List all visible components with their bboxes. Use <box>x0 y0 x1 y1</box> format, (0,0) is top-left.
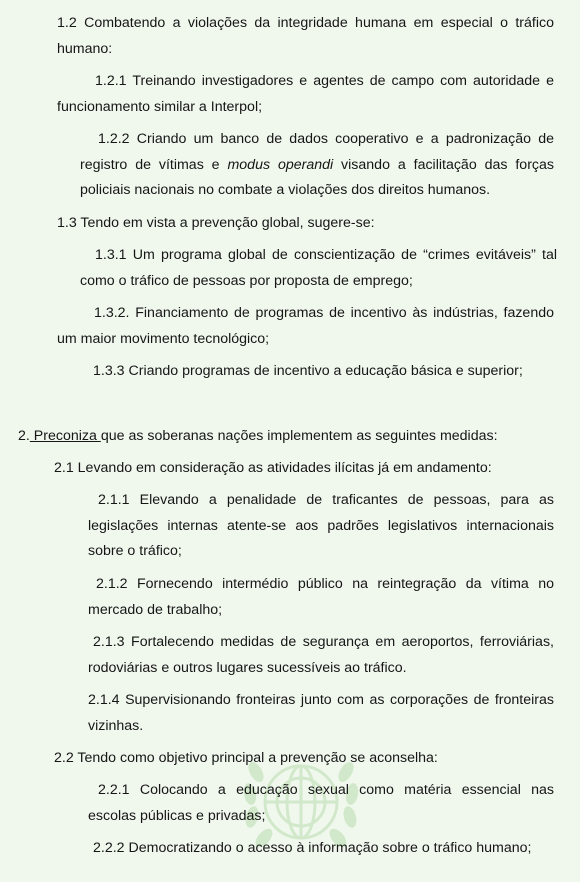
item-2-1: 2.1 Levando em consideração as atividades ilícitas já em andamento: <box>54 460 492 476</box>
item-1-2-2-text-end: visando a facilitação das forças policiais nacionais no combate a violações dos direitos humanos. <box>80 156 554 198</box>
item-1-2-2-text: 1.2.2 Criando um banco de dados cooperativo e a padronização de registro de vítimas e <box>80 131 554 173</box>
item-1-2-2 <box>80 127 554 204</box>
item-2-1-2: 2.1.2 Fornecendo intermédio público na reintegração da vítima no mercado de trabalho; <box>88 576 554 618</box>
item-1-3-2: 1.3.2. Financiamento de programas de incentivo às indústrias, fazendo um maior movimento tecnológico; <box>57 305 554 347</box>
item-2-1-4: 2.1.4 Supervisionando fronteiras junto com as corporações de fronteiras vizinhas. <box>88 692 554 734</box>
item-2 <box>18 424 498 450</box>
item-2-1-1: 2.1.1 Elevando a penalidade de traficantes de pessoas, para as legislações internas atente-se aos padrões legislativos internacionais sobre o tráfico; <box>88 492 554 559</box>
item-2-text: que as soberanas nações implementem as seguintes medidas: <box>100 428 498 444</box>
item-2-2-1: 2.2.1 Colocando a educação sexual como matéria essencial nas escolas públicas e privadas; <box>88 782 554 824</box>
item-2-number: 2. <box>18 428 30 444</box>
item-1-2-1: 1.2.1 Treinando investigadores e agentes de campo com autoridade e funcionamento similar a Interpol; <box>57 73 554 115</box>
item-2-1-3: 2.1.3 Fortalecendo medidas de segurança em aeroportos, ferroviárias, rodoviárias e outros lugares sucessíveis ao tráfico. <box>88 634 554 676</box>
item-1-3-1: 1.3.1 Um programa global de conscientização de “crimes evitáveis” tal como o tráfico de pessoas por proposta de emprego; <box>80 247 557 289</box>
preconiza-keyword: Preconiza <box>29 428 101 444</box>
item-1-3: 1.3 Tendo em vista a prevenção global, sugere-se: <box>57 215 375 231</box>
item-2-2: 2.2 Tendo como objetivo principal a prevenção se aconselha: <box>54 750 438 766</box>
modus-operandi-emphasis: modus operandi <box>227 156 334 173</box>
item-2-2-2: 2.2.2 Democratizando o acesso à informação sobre o tráfico humano; <box>93 840 532 856</box>
item-1-2: 1.2 Combatendo a violações da integridade humana em especial o tráfico humano: <box>57 15 554 57</box>
item-1-3-3: 1.3.3 Criando programas de incentivo a educação básica e superior; <box>93 363 523 379</box>
